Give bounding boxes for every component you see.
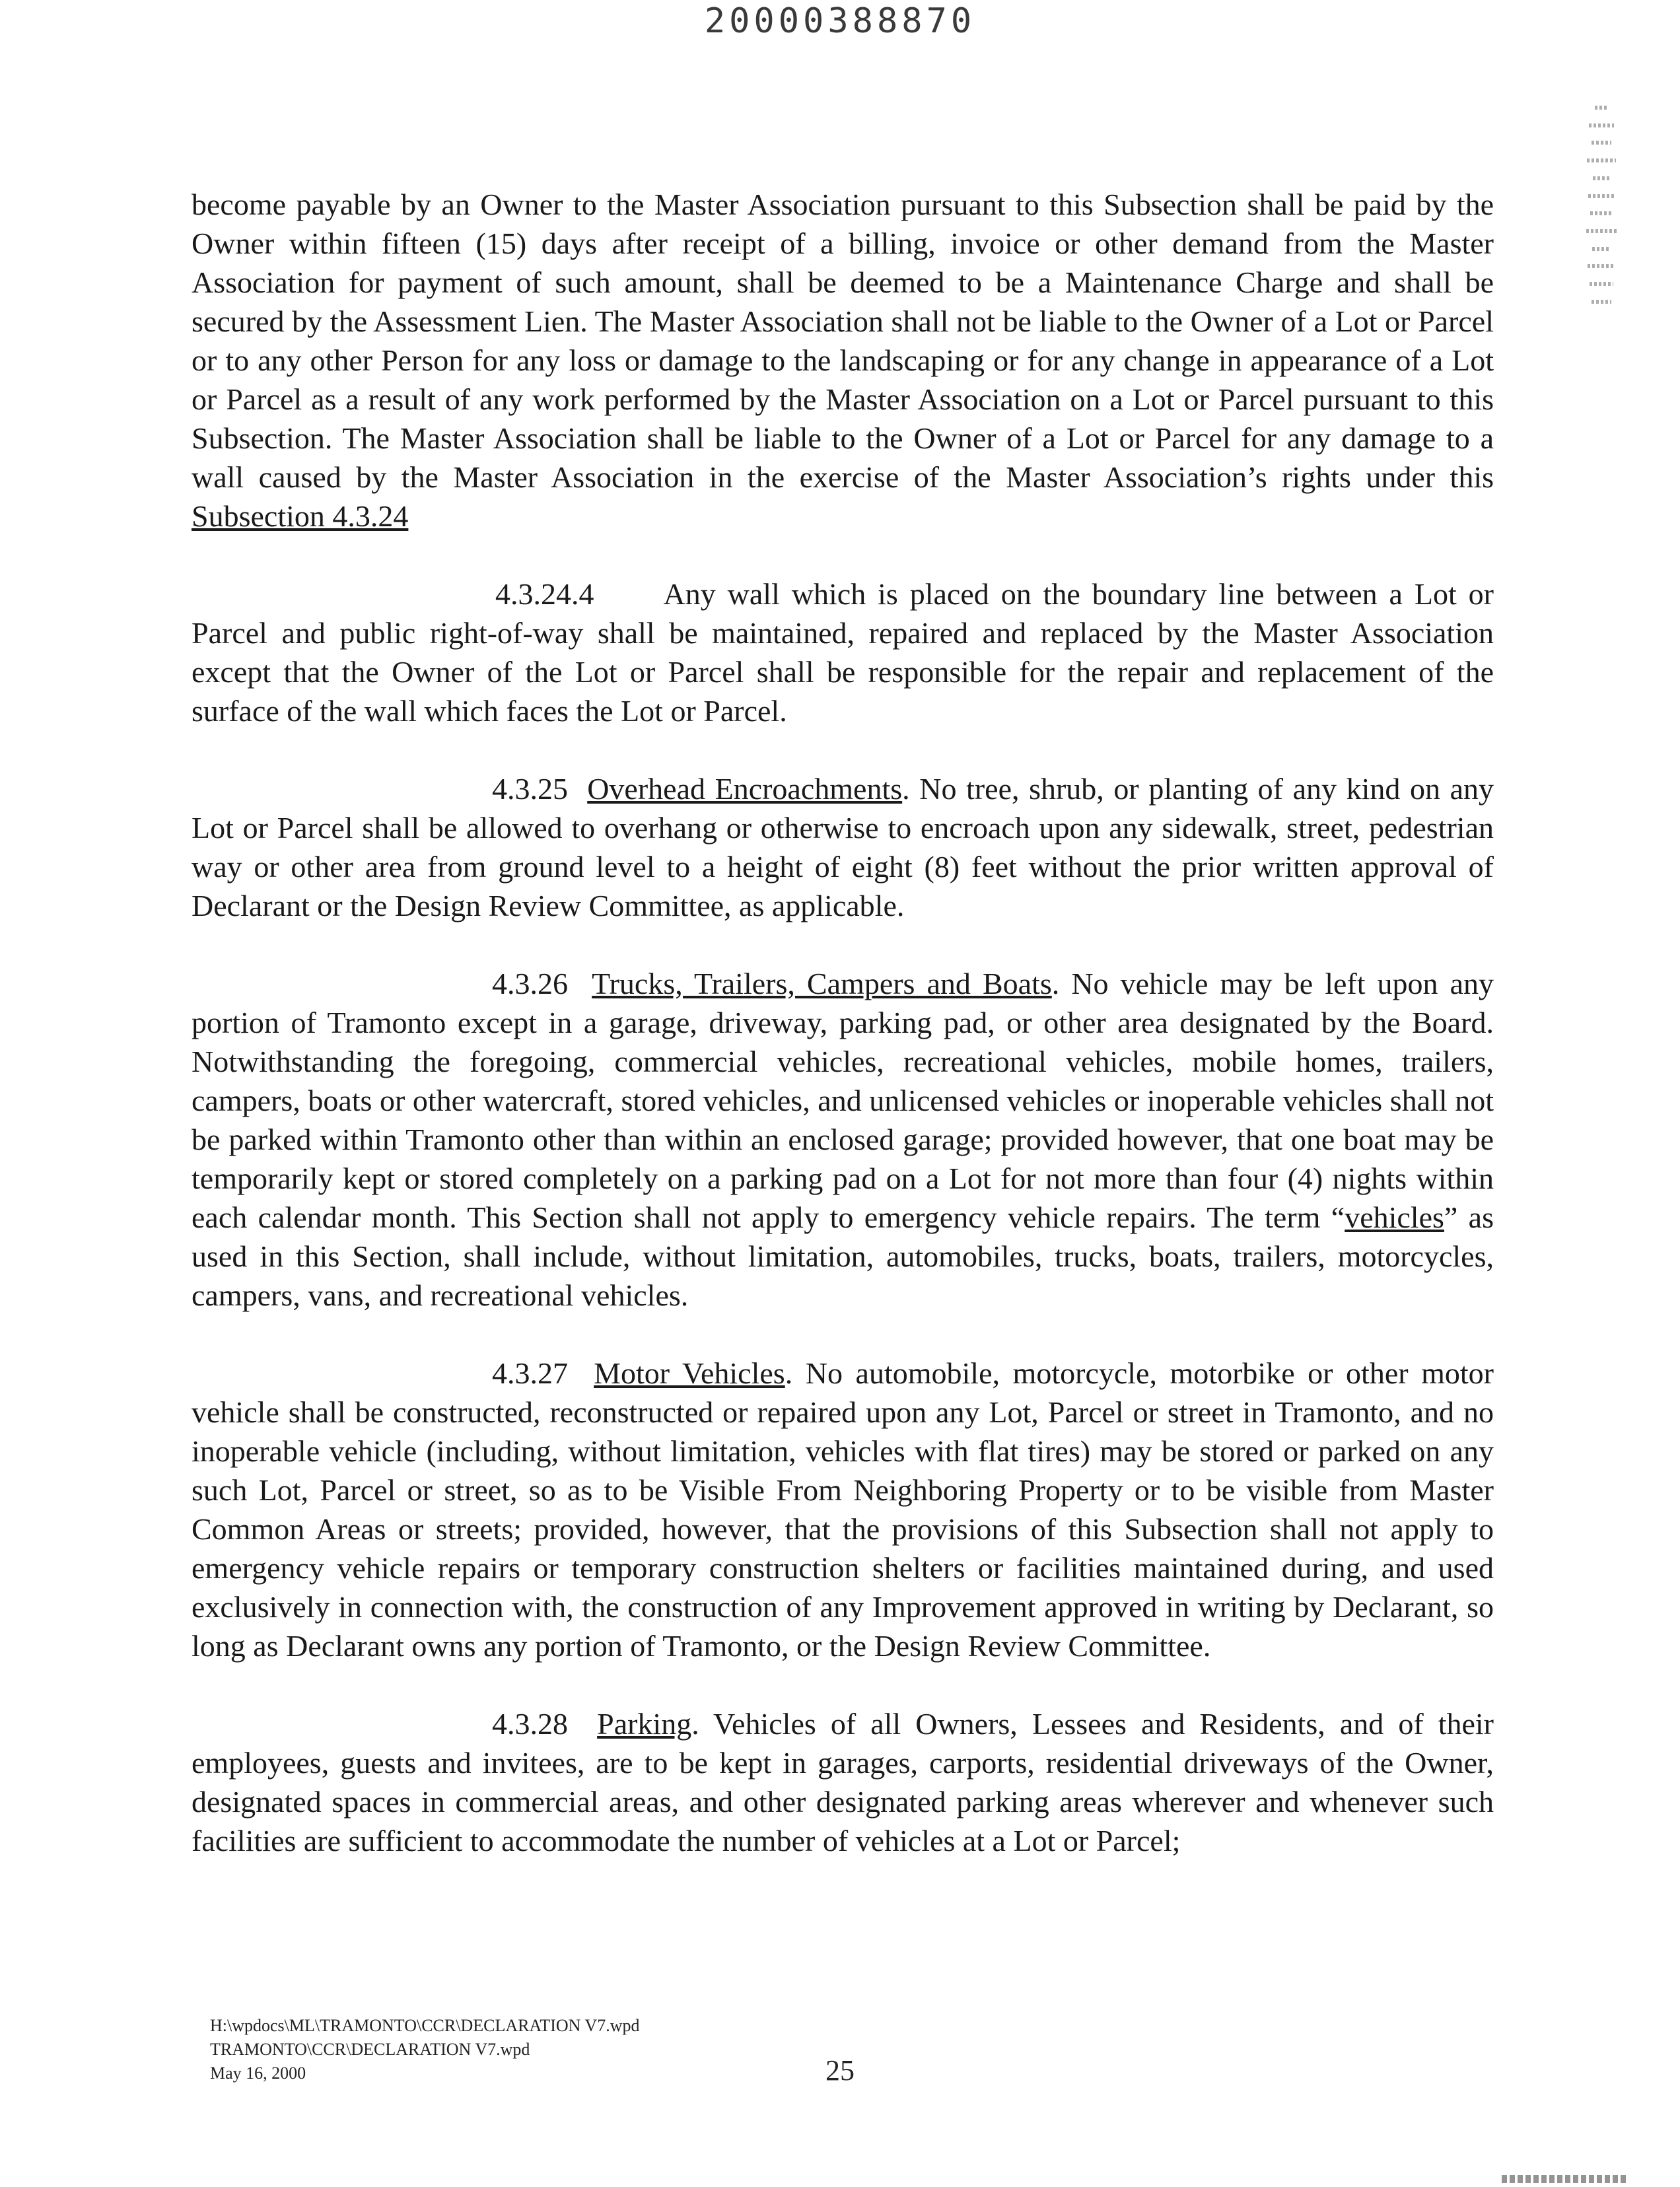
paragraph-text: . No automobile, motorcycle, motorbike or other motor vehicle shall be constructed, reconstructed or repaired upon any Lot, Parcel or street in Tramonto, and no inoperable vehicle (including, without limitation, vehicles with flat tires) may be stored or parked on any such Lot, Parcel or street, so as to be Visible From Neighboring Property or to be visible from Master Common Areas or streets; provided, however, that the provisions of this Subsection shall not apply to emergency vehicle repairs or temporary construction shelters or facilities maintained during, and used exclusively in connection with, the construction of any Improvement approved in writing by Declarant, so long as Declarant owns any portion of Tramonto, or the Design Review Committee.: [192, 1356, 1494, 1663]
section-title: Motor Vehicles: [594, 1356, 785, 1390]
paragraph-4-3-28: [192, 1704, 1494, 1860]
recording-number: 20000388870: [704, 1, 976, 41]
paragraph-4-3-24-4: [192, 574, 1494, 730]
paragraph-continuation: [192, 185, 1494, 536]
section-number: 4.3.26: [492, 967, 568, 1000]
paragraph-text: . No tree, shrub, or planting of any kind on any Lot or Parcel shall be allowed to overhang or otherwise to encroach upon any sidewalk, street, pedestrian way or other area from ground level to a height of eight (8) feet without the prior written approval of Declarant or the Design Review Committee, as applicable.: [192, 772, 1494, 922]
section-number: 4.3.24.4: [495, 577, 594, 611]
page-number: 25: [825, 2054, 855, 2087]
section-title: Parking: [597, 1707, 692, 1741]
paragraph-4-3-27: [192, 1354, 1494, 1665]
subsection-reference: Subsection 4.3.24: [192, 499, 409, 533]
paragraph-4-3-25: [192, 769, 1494, 925]
defined-term: vehicles: [1345, 1200, 1444, 1234]
footer-path-line: H:\wpdocs\ML\TRAMONTO\CCR\DECLARATION V7.wpd: [210, 2016, 640, 2035]
paragraph-text: . Vehicles of all Owners, Lessees and Residents, and of their employees, guests and invitees, are to be kept in garages, carports, residential driveways of the Owner, designated spaces in commercial areas, and other designated parking areas wherever and whenever such facilities are sufficient to accommodate the number of vehicles at a Lot or Parcel;: [192, 1707, 1494, 1857]
paragraph-text: Any wall which is placed on the boundary line between a Lot or Parcel and public right-of-way shall be maintained, repaired and replaced by the Master Association except that the Owner of the Lot or Parcel shall be responsible for the repair and replacement of the surface of the wall which faces the Lot or Parcel.: [192, 577, 1494, 728]
margin-stamp-mark: [1580, 106, 1623, 304]
paragraph-text: become payable by an Owner to the Master Association pursuant to this Subsection shall be paid by the Owner within fifteen (15) days after receipt of a billing, invoice or other demand from the Master Association for payment of such amount, shall be deemed to be a Maintenance Charge and shall be secured by the Assessment Lien. The Master Association shall not be liable to the Owner of a Lot or Parcel or to any other Person for any loss or damage to the landscaping or for any change in appearance of a Lot or Parcel as a result of any work performed by the Master Association on a Lot or Parcel pursuant to this Subsection. The Master Association shall be liable to the Owner of a Lot or Parcel for any damage to a wall caused by the Master Association in the exercise of the Master Association’s rights under this: [192, 188, 1494, 494]
corner-scan-mark: [1502, 2175, 1627, 2183]
paragraph-text: . No vehicle may be left upon any portion of Tramonto except in a garage, driveway, parking pad, or other area designated by the Board. Notwithstanding the foregoing, commercial vehicles, recreational vehicles, mobile homes, trailers, campers, boats or other watercraft, stored vehicles, and unlicensed vehicles or inoperable vehicles shall not be parked within Tramonto other than within an enclosed garage; provided however, that one boat may be temporarily kept or stored completely on a parking pad on a Lot for not more than four (4) nights within each calendar month. This Section shall not apply to emergency vehicle repairs. The term “: [192, 967, 1494, 1234]
paragraph-text: ” as used in this Section, shall include, without limitation, automobiles, trucks, boats, trailers, motorcycles, campers, vans, and recreational vehicles.: [192, 1200, 1494, 1312]
section-number: 4.3.25: [492, 772, 568, 806]
document-body: [192, 185, 1494, 1899]
section-title: Trucks, Trailers, Campers and Boats: [592, 967, 1052, 1000]
section-number: 4.3.27: [492, 1356, 568, 1390]
paragraph-4-3-26: [192, 964, 1494, 1315]
section-title: Overhead Encroachments: [587, 772, 903, 806]
footer-date: May 16, 2000: [210, 2064, 306, 2083]
footer-path-line: TRAMONTO\CCR\DECLARATION V7.wpd: [210, 2040, 530, 2059]
section-number: 4.3.28: [492, 1707, 568, 1741]
